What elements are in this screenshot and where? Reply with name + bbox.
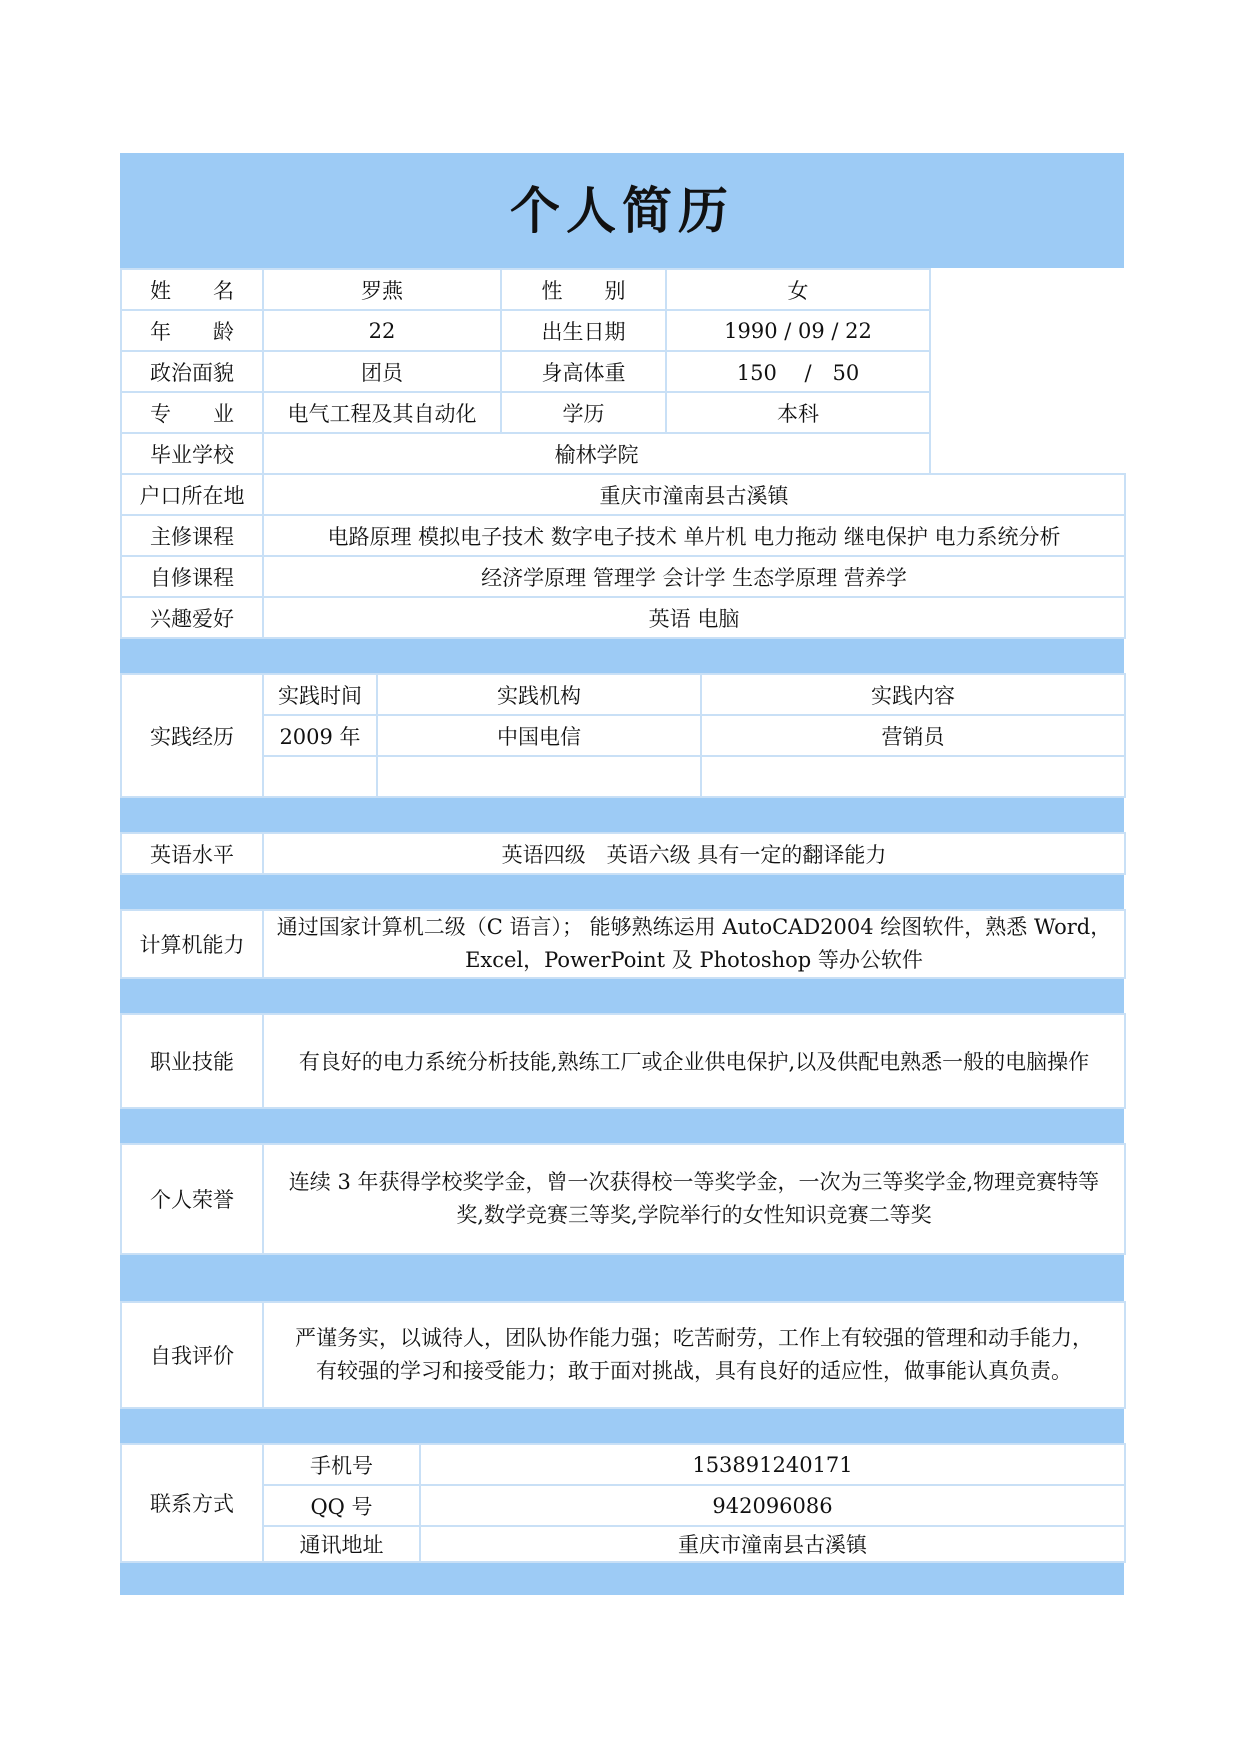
name-label: 姓 名: [121, 269, 263, 310]
practice-table: [120, 673, 1126, 798]
computer-label: 计算机能力: [121, 910, 263, 978]
height-weight-value: 150 / 50: [666, 351, 930, 392]
basic-info-table: [120, 268, 1126, 639]
hobbies-value: 英语 电脑: [263, 597, 1125, 638]
computer-value: [263, 910, 1125, 978]
practice-empty-cell: [263, 756, 377, 797]
qq-label: QQ 号: [263, 1485, 420, 1526]
practice-content: 营销员: [701, 715, 1125, 756]
main-courses-value: 电路原理 模拟电子技术 数字电子技术 单片机 电力拖动 继电保护 电力系统分析: [263, 515, 1125, 556]
main-courses-label: 主修课程: [121, 515, 263, 556]
political-label: 政治面貌: [121, 351, 263, 392]
honors-line: 奖,数学竞赛三等奖,学院举行的女性知识竞赛二等奖: [456, 1203, 932, 1227]
skills-label: 职业技能: [121, 1014, 263, 1108]
school-label: 毕业学校: [121, 433, 263, 474]
skills-value: 有良好的电力系统分析技能,熟练工厂或企业供电保护,以及供配电熟悉一般的电脑操作: [263, 1014, 1125, 1108]
self-eval-line: 严谨务实，以诚待人，团队协作能力强；吃苦耐劳，工作上有较强的管理和动手能力，: [295, 1326, 1093, 1350]
self-eval-value: [263, 1302, 1125, 1408]
self-eval-label: 自我评价: [121, 1302, 263, 1408]
gender-value: 女: [666, 269, 930, 310]
resume-title: 个人简历: [120, 153, 1124, 268]
practice-header-content: 实践内容: [701, 674, 1125, 715]
contact-table: [120, 1443, 1126, 1563]
computer-table: [120, 909, 1126, 979]
phone-value: 153891240171: [420, 1444, 1125, 1485]
self-eval-table: [120, 1301, 1126, 1409]
phone-label: 手机号: [263, 1444, 420, 1485]
section-divider: [120, 639, 1124, 673]
gender-label: 性 别: [501, 269, 666, 310]
english-label: 英语水平: [121, 833, 263, 874]
computer-line: 通过国家计算机二级（C 语言）； 能够熟练运用 AutoCAD2004 绘图软件，熟悉 Word，: [276, 915, 1112, 939]
major-label: 专 业: [121, 392, 263, 433]
honors-line: 连续 3 年获得学校奖学金，曾一次获得校一等奖学金，一次为三等奖学金,物理竞赛特等: [288, 1170, 1100, 1194]
photo-area: [930, 269, 1125, 474]
section-divider: [120, 875, 1124, 909]
name-value: 罗燕: [263, 269, 501, 310]
self-courses-label: 自修课程: [121, 556, 263, 597]
political-value: 团员: [263, 351, 501, 392]
practice-empty-cell: [377, 756, 701, 797]
degree-value: 本科: [666, 392, 930, 433]
hukou-label: 户口所在地: [121, 474, 263, 515]
hobbies-label: 兴趣爱好: [121, 597, 263, 638]
honors-table: [120, 1143, 1126, 1255]
section-divider: [120, 798, 1124, 832]
practice-label: 实践经历: [121, 674, 263, 797]
practice-header-org: 实践机构: [377, 674, 701, 715]
section-divider: [120, 1409, 1124, 1443]
practice-empty-cell: [701, 756, 1125, 797]
birth-label: 出生日期: [501, 310, 666, 351]
section-divider: [120, 979, 1124, 1013]
major-value: 电气工程及其自动化: [263, 392, 501, 433]
address-value: 重庆市潼南县古溪镇: [420, 1526, 1125, 1562]
degree-label: 学历: [501, 392, 666, 433]
height-weight-label: 身高体重: [501, 351, 666, 392]
honors-value: [263, 1144, 1125, 1254]
hukou-value: 重庆市潼南县古溪镇: [263, 474, 1125, 515]
practice-org: 中国电信: [377, 715, 701, 756]
section-divider: [120, 1563, 1124, 1595]
computer-line: Excel，PowerPoint 及 Photoshop 等办公软件: [465, 948, 923, 972]
qq-value: 942096086: [420, 1485, 1125, 1526]
honors-label: 个人荣誉: [121, 1144, 263, 1254]
birth-value: 1990 / 09 / 22: [666, 310, 930, 351]
address-label: 通讯地址: [263, 1526, 420, 1562]
english-value: 英语四级 英语六级 具有一定的翻译能力: [263, 833, 1125, 874]
contact-label: 联系方式: [121, 1444, 263, 1562]
section-divider: [120, 1255, 1124, 1301]
resume-sheet: [120, 153, 1124, 1595]
english-table: [120, 832, 1126, 875]
self-courses-value: 经济学原理 管理学 会计学 生态学原理 营养学: [263, 556, 1125, 597]
school-value: 榆林学院: [263, 433, 930, 474]
self-eval-line: 有较强的学习和接受能力；敢于面对挑战，具有良好的适应性，做事能认真负责。: [316, 1359, 1072, 1383]
section-divider: [120, 1109, 1124, 1143]
age-value: 22: [263, 310, 501, 351]
age-label: 年 龄: [121, 310, 263, 351]
practice-time: 2009 年: [263, 715, 377, 756]
practice-header-time: 实践时间: [263, 674, 377, 715]
skills-table: [120, 1013, 1126, 1109]
